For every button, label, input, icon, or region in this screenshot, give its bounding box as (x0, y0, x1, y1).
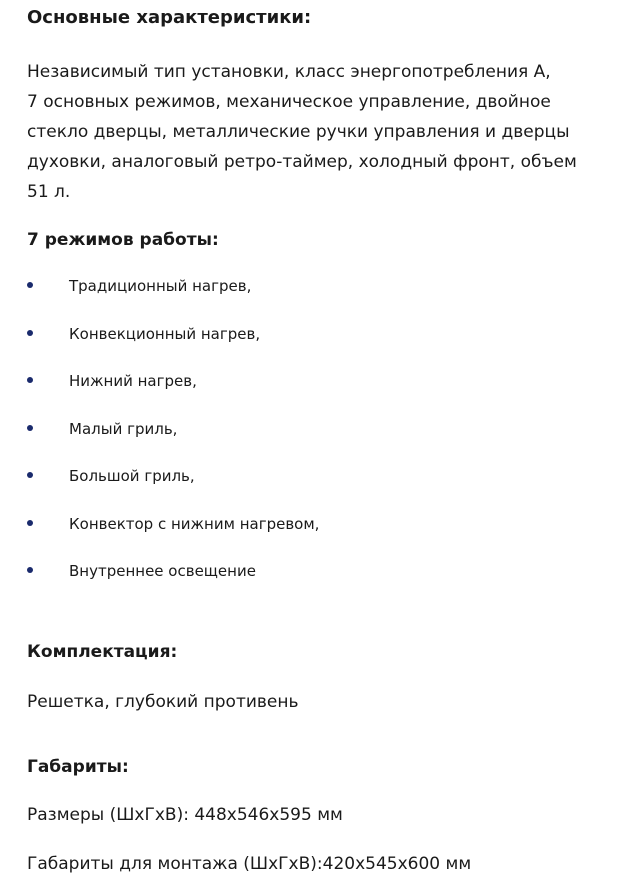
bullet-icon (27, 330, 33, 336)
main-characteristics-text (27, 57, 612, 207)
dimensions-heading: Габариты: (27, 757, 129, 777)
dimensions-install: Габариты для монтажа (ШхГхВ):420x545x600 мм (27, 854, 472, 874)
dimensions-size: Размеры (ШхГхВ): 448x546x595 мм (27, 805, 343, 825)
mode-label: Нижний нагрев, (69, 372, 197, 390)
description-line: 7 основных режимов, механическое управление, двойное (27, 92, 551, 112)
mode-label: Малый гриль, (69, 419, 178, 438)
modes-heading: 7 режимов работы: (27, 230, 219, 250)
bullet-icon (27, 425, 33, 431)
bullet-icon (27, 377, 33, 383)
kit-text: Решетка, глубокий противень (27, 692, 299, 712)
bullet-icon (27, 282, 33, 288)
description-line: стекло дверцы, металлические ручки управления и дверцы (27, 122, 570, 142)
mode-label: Традиционный нагрев, (69, 277, 252, 295)
bullet-icon (27, 520, 33, 526)
mode-label: Конвекционный нагрев, (69, 324, 261, 343)
main-characteristics-heading: Основные характеристики: (27, 7, 312, 28)
description-line: духовки, аналоговый ретро-таймер, холодный фронт, объем (27, 152, 577, 172)
bullet-icon (27, 567, 33, 573)
kit-heading: Комплектация: (27, 642, 178, 662)
mode-label: Внутреннее освещение (69, 562, 256, 580)
mode-label: Большой гриль, (69, 467, 195, 485)
bullet-icon (27, 472, 33, 478)
mode-label: Конвектор с нижним нагревом, (69, 514, 320, 533)
description-line: Независимый тип установки, класс энергопотребления А, (27, 62, 551, 82)
description-line: 51 л. (27, 182, 71, 202)
